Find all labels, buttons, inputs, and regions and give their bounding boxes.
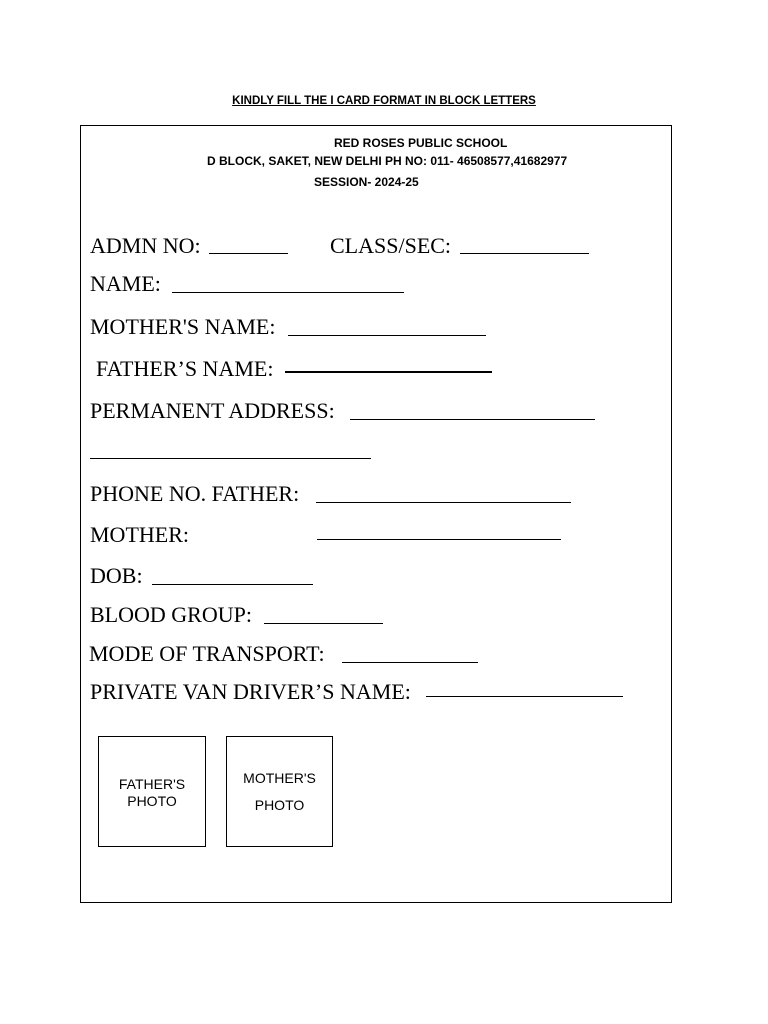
permanent-address-line-2[interactable] bbox=[90, 458, 371, 459]
blood-group-line[interactable] bbox=[264, 623, 383, 624]
father-photo-box[interactable] bbox=[98, 736, 206, 847]
mother-photo-label-2: PHOTO bbox=[254, 797, 305, 813]
phone-father-label: PHONE NO. FATHER: bbox=[90, 481, 300, 506]
father-photo-label-1: FATHER'S bbox=[118, 776, 186, 792]
mode-of-transport-line[interactable] bbox=[342, 662, 478, 663]
school-session: SESSION- 2024-25 bbox=[314, 175, 419, 189]
name-label: NAME: bbox=[90, 271, 161, 296]
mode-of-transport-label: MODE OF TRANSPORT: bbox=[89, 641, 325, 666]
permanent-address-label: PERMANENT ADDRESS: bbox=[90, 398, 335, 423]
permanent-address-line-1[interactable] bbox=[350, 419, 595, 420]
school-address: D BLOCK, SAKET, NEW DELHI PH NO: 011- 46508577,41682977 bbox=[207, 154, 568, 168]
father-name-label: FATHER’S NAME: bbox=[96, 356, 274, 381]
mother-photo-label-1: MOTHER'S bbox=[243, 770, 316, 786]
admn-no-label: ADMN NO: bbox=[90, 233, 201, 258]
class-sec-label: CLASS/SEC: bbox=[330, 233, 452, 258]
school-name: RED ROSES PUBLIC SCHOOL bbox=[334, 136, 508, 150]
class-sec-line[interactable] bbox=[460, 253, 589, 254]
dob-label: DOB: bbox=[90, 563, 143, 588]
father-name-line[interactable] bbox=[285, 371, 492, 373]
van-driver-name-label: PRIVATE VAN DRIVER’S NAME: bbox=[90, 679, 411, 704]
mother-photo-box[interactable] bbox=[226, 736, 333, 847]
blood-group-label: BLOOD GROUP: bbox=[90, 602, 252, 627]
mother-name-line[interactable] bbox=[288, 335, 486, 336]
admn-no-line[interactable] bbox=[209, 253, 288, 254]
phone-father-line[interactable] bbox=[316, 502, 571, 503]
phone-mother-label: MOTHER: bbox=[90, 522, 189, 547]
father-photo-label-2: PHOTO bbox=[127, 793, 177, 809]
form-heading: KINDLY FILL THE I CARD FORMAT IN BLOCK LETTERS bbox=[232, 95, 536, 107]
van-driver-name-line[interactable] bbox=[426, 696, 623, 697]
name-line[interactable] bbox=[172, 292, 404, 293]
mother-name-label: MOTHER'S NAME: bbox=[90, 314, 276, 339]
dob-line[interactable] bbox=[152, 584, 313, 585]
phone-mother-line[interactable] bbox=[317, 539, 561, 540]
